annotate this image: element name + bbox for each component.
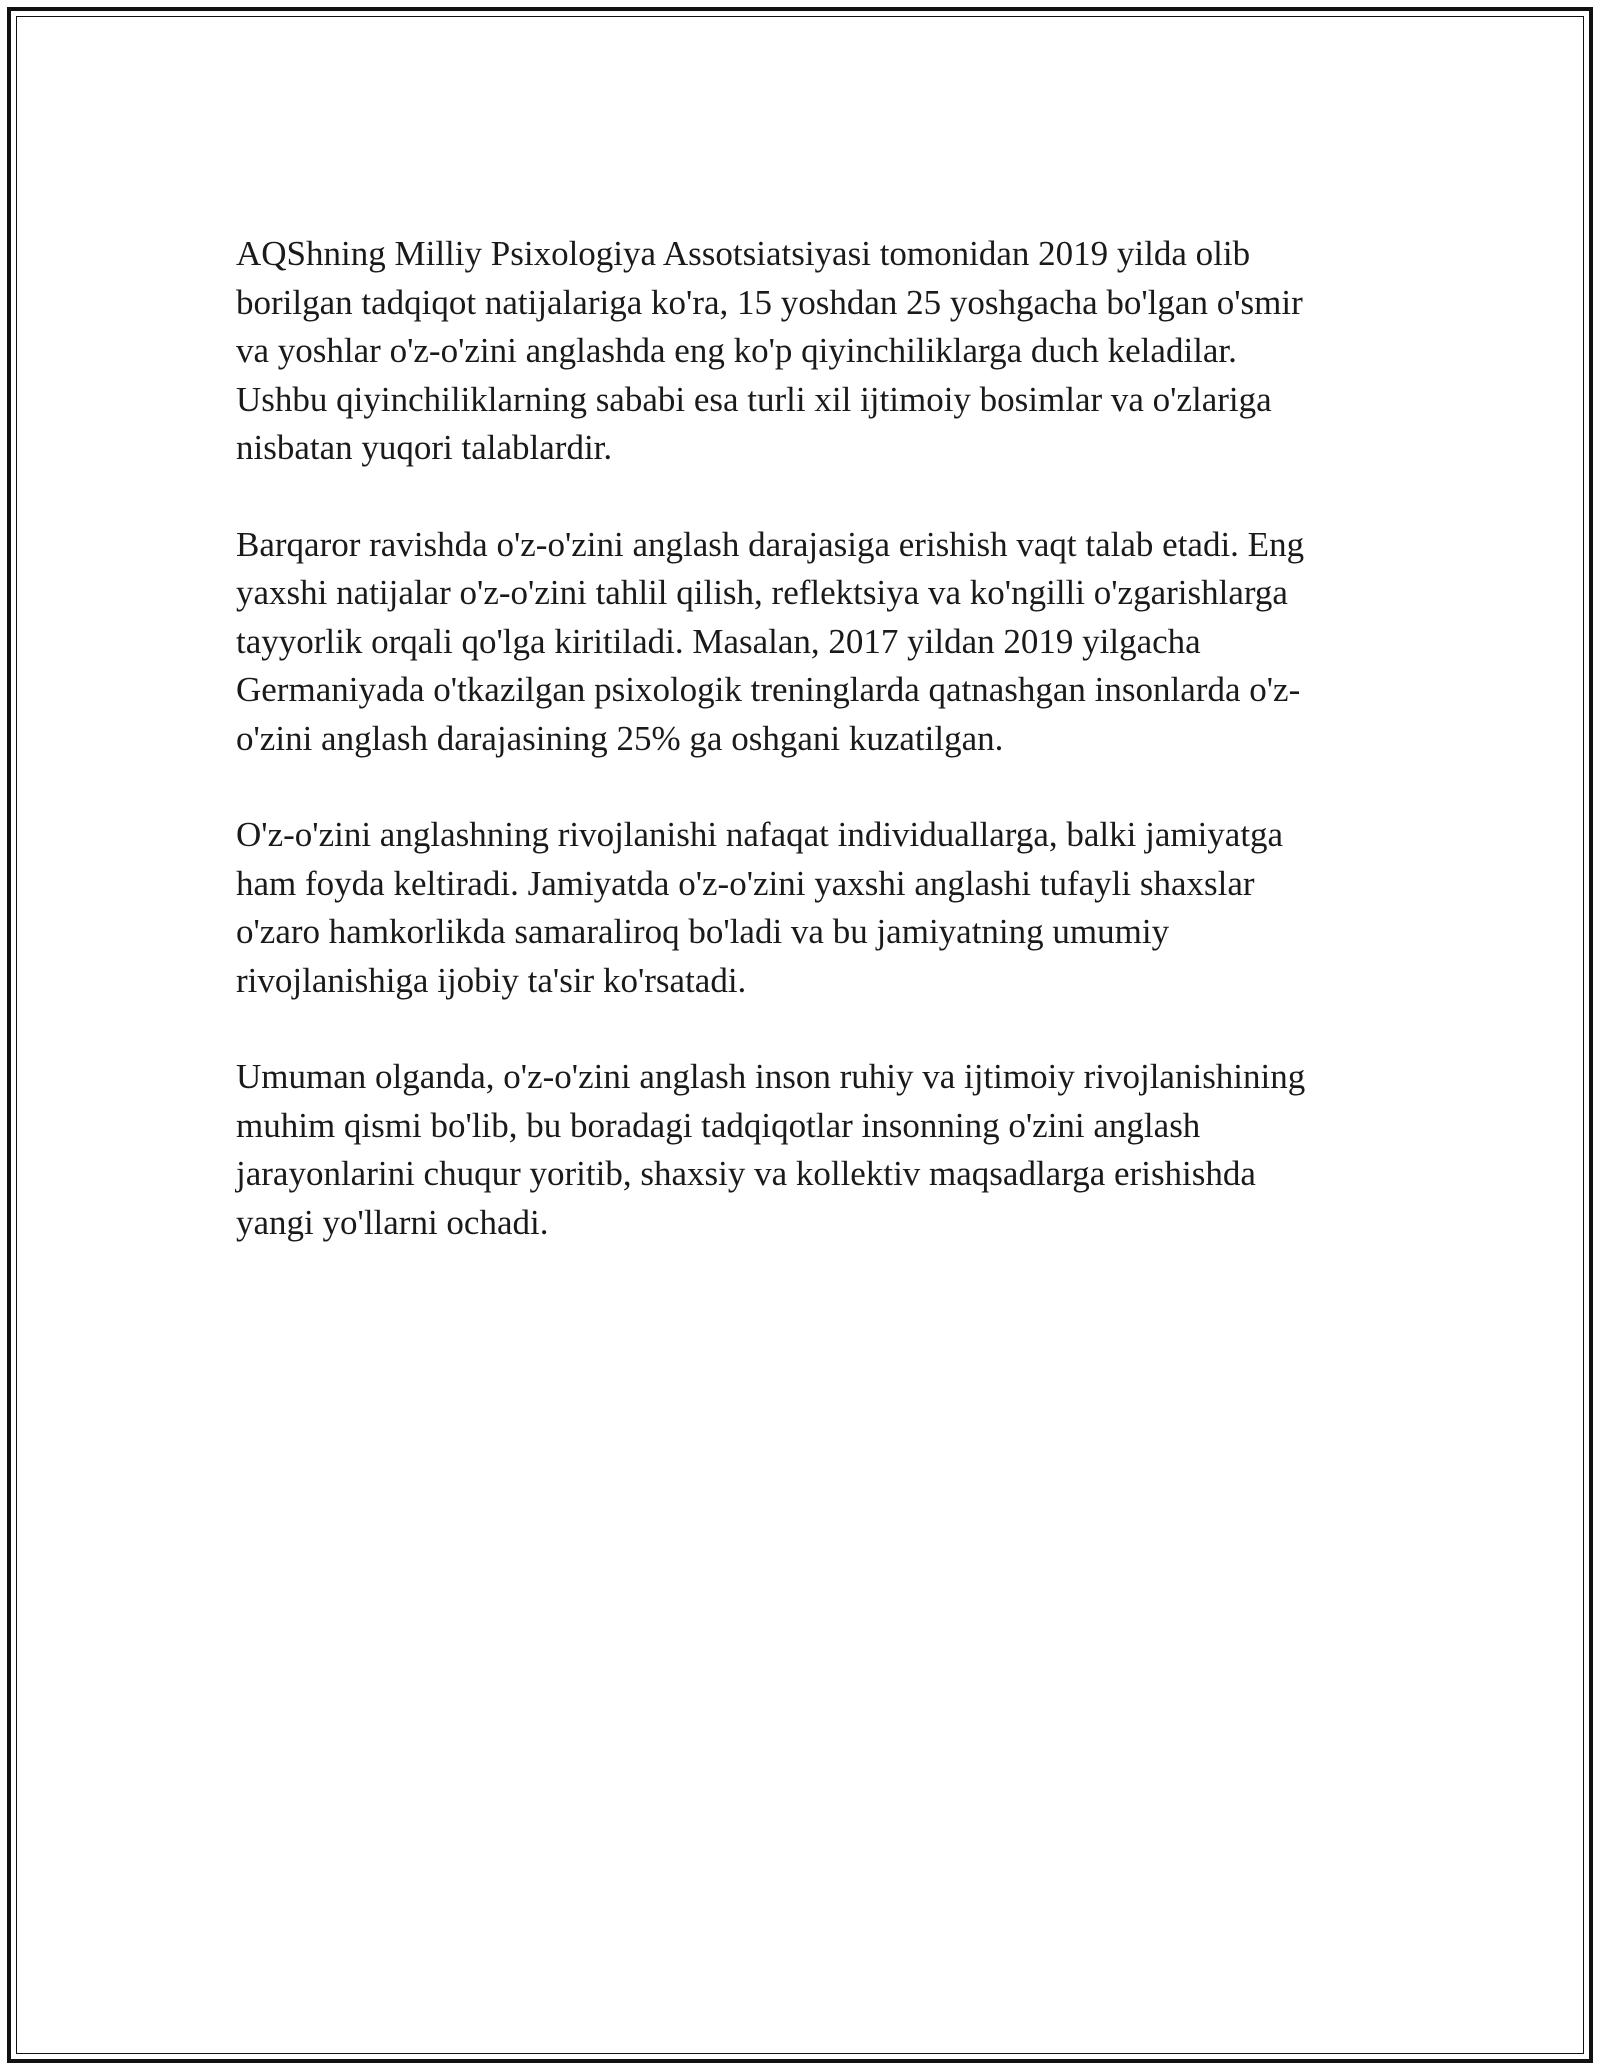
paragraph-4: Umuman olganda, o'z-o'zini anglash inson ruhiy va ijtimoiy rivojlanishining muhim qismi bo'lib, bu boradagi tadqiqotlar insonning o'zini anglash jarayonlarini chuqur yoritib, shaxsiy va kollektiv maqsadlarga erishishda yangi yo'llarni ochadi. bbox=[236, 1057, 1306, 1242]
paragraph-2: Barqaror ravishda o'z-o'zini anglash darajasiga erishish vaqt talab etadi. Eng yaxshi natijalar o'z-o'zini tahlil qilish, reflektsiya va ko'ngilli o'zgarishlarga tayyorlik orqali qo'lga kiritiladi. Masalan, 2017 yildan 2019 yilgacha Germaniyada o'tkazilgan psixologik treninglarda qatnashgan insonlarda o'z- o'zini anglash darajasining 25% ga oshgani kuzatilgan. bbox=[236, 524, 1305, 758]
document-body bbox=[236, 230, 1376, 1295]
paragraph-3: O'z-o'zini anglashning rivojlanishi nafaqat individuallarga, balki jamiyatga ham foyda keltiradi. Jamiyatda o'z-o'zini yaxshi anglashi tufayli shaxslar o'zaro hamkorlikda samaraliroq bo'ladi va bu jamiyatning umumiy rivojlanishiga ijobiy ta'sir ko'rsatadi. bbox=[236, 815, 1284, 1000]
paragraph-1: AQShning Milliy Psixologiya Assotsiatsiyasi tomonidan 2019 yilda olib borilgan tadqiqot natijalariga ko'ra, 15 yoshdan 25 yoshgacha bo'lgan o'smir va yoshlar o'z-o'zini anglashda eng ko'p qiyinchiliklarga duch keladilar. Ushbu qiyinchiliklarning sababi esa turli xil ijtimoiy bosimlar va o'zlariga nisbatan yuqori talablardir. bbox=[236, 234, 1303, 467]
